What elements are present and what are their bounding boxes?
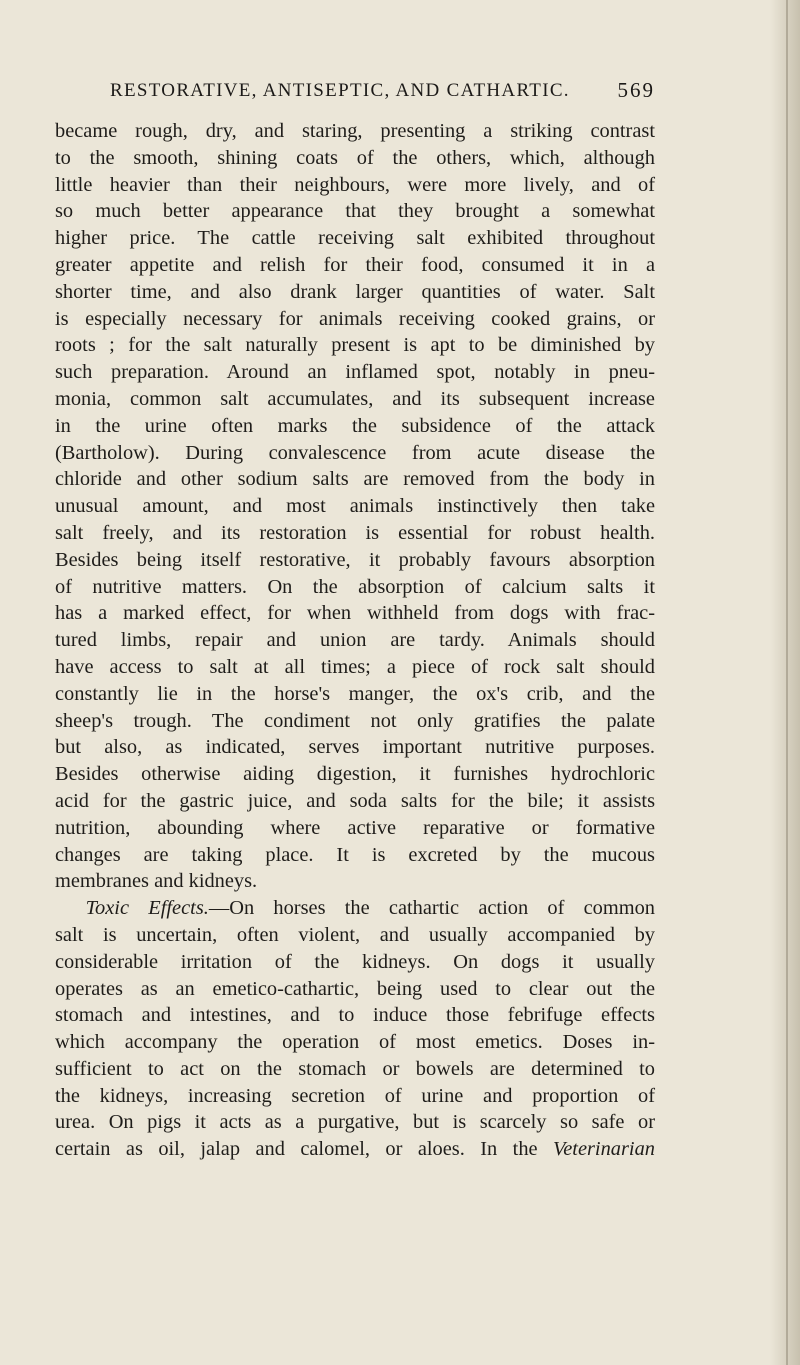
text-line: (Bartholow). During convalescence from acute disease the: [55, 441, 655, 464]
text-line: certain as oil, jalap and calomel, or aloes. In the: [55, 1138, 538, 1161]
text-line: membranes and kidneys.: [55, 870, 258, 893]
page-edge-shadow: [770, 0, 800, 1365]
text-line: changes are taking place. It is excreted by the mucous: [55, 843, 655, 866]
text-line: roots ; for the salt naturally present is apt to be diminished by: [55, 334, 655, 357]
text-line: became rough, dry, and staring, presenting a striking contrast: [55, 120, 655, 142]
text-line: which accompany the operation of most emetics. Doses in-: [55, 1031, 655, 1054]
text-line: to the smooth, shining coats of the others, which, although: [55, 146, 655, 169]
text-line: is especially necessary for animals receiving cooked grains, or: [55, 307, 655, 330]
text-line: monia, common salt accumulates, and its subsequent increase: [55, 387, 655, 410]
page-edge-line: [786, 0, 788, 1365]
text-line: so much better appearance that they brought a somewhat: [55, 200, 655, 223]
text-line: stomach and intestines, and to induce those febrifuge effects: [55, 1004, 655, 1027]
text-line: have access to salt at all times; a piece of rock salt should: [55, 655, 655, 678]
text-line: unusual amount, and most animals instinctively then take: [55, 495, 655, 518]
text-line: constantly lie in the horse's manger, the ox's crib, and the: [55, 682, 655, 705]
text-line: —On horses the cathartic action of common: [208, 897, 655, 920]
text-line: nutrition, abounding where active reparative or formative: [55, 816, 655, 839]
running-title: RESTORATIVE, ANTISEPTIC, AND CATHARTIC.: [110, 80, 570, 101]
text-line: sheep's trough. The condiment not only gratifies the palate: [55, 709, 655, 732]
text-line: chloride and other sodium salts are removed from the body in: [55, 468, 655, 491]
text-line: of nutritive matters. On the absorption of calcium salts it: [55, 575, 655, 598]
text-line: salt freely, and its restoration is essential for robust health.: [55, 521, 655, 544]
text-line: has a marked effect, for when withheld from dogs with frac-: [55, 602, 655, 625]
text-line: in the urine often marks the subsidence of the attack: [55, 414, 655, 437]
text-line: the kidneys, increasing secretion of urine and proportion of: [55, 1084, 655, 1107]
journal-title: Veterinarian: [553, 1138, 655, 1161]
text-line: acid for the gastric juice, and soda salts for the bile; it assists: [55, 789, 655, 812]
text-line: Besides being itself restorative, it probably favours absorption: [55, 548, 655, 571]
text-line: greater appetite and relish for their food, consumed it in a: [55, 253, 655, 276]
text-line: salt is uncertain, often violent, and usually accompanied by: [55, 923, 655, 946]
text-line: operates as an emetico-cathartic, being used to clear out the: [55, 977, 655, 1000]
text-line: little heavier than their neighbours, were more lively, and of: [55, 173, 655, 196]
text-line: sufficient to act on the stomach or bowels are determined to: [55, 1057, 655, 1080]
text-line: considerable irritation of the kidneys. On dogs it usually: [55, 950, 655, 973]
text-line: tured limbs, repair and union are tardy. Animals should: [55, 629, 655, 652]
text-line: shorter time, and also drank larger quantities of water. Salt: [55, 280, 655, 303]
text-line: higher price. The cattle receiving salt exhibited throughout: [55, 227, 655, 250]
text-line: urea. On pigs it acts as a purgative, but is scarcely so safe or: [55, 1111, 655, 1134]
body-text: [55, 118, 655, 1163]
toxic-effects-paragraph-start: [55, 895, 655, 922]
page-number: 569: [617, 78, 655, 102]
text-line: but also, as indicated, serves important nutritive purposes.: [55, 736, 655, 759]
final-text-line: [55, 1136, 655, 1163]
toxic-effects-heading: Toxic Effects.: [85, 897, 209, 920]
text-line: Besides otherwise aiding digestion, it furnishes hydrochloric: [55, 763, 655, 786]
text-line: such preparation. Around an inflamed spot, notably in pneu-: [55, 361, 655, 384]
